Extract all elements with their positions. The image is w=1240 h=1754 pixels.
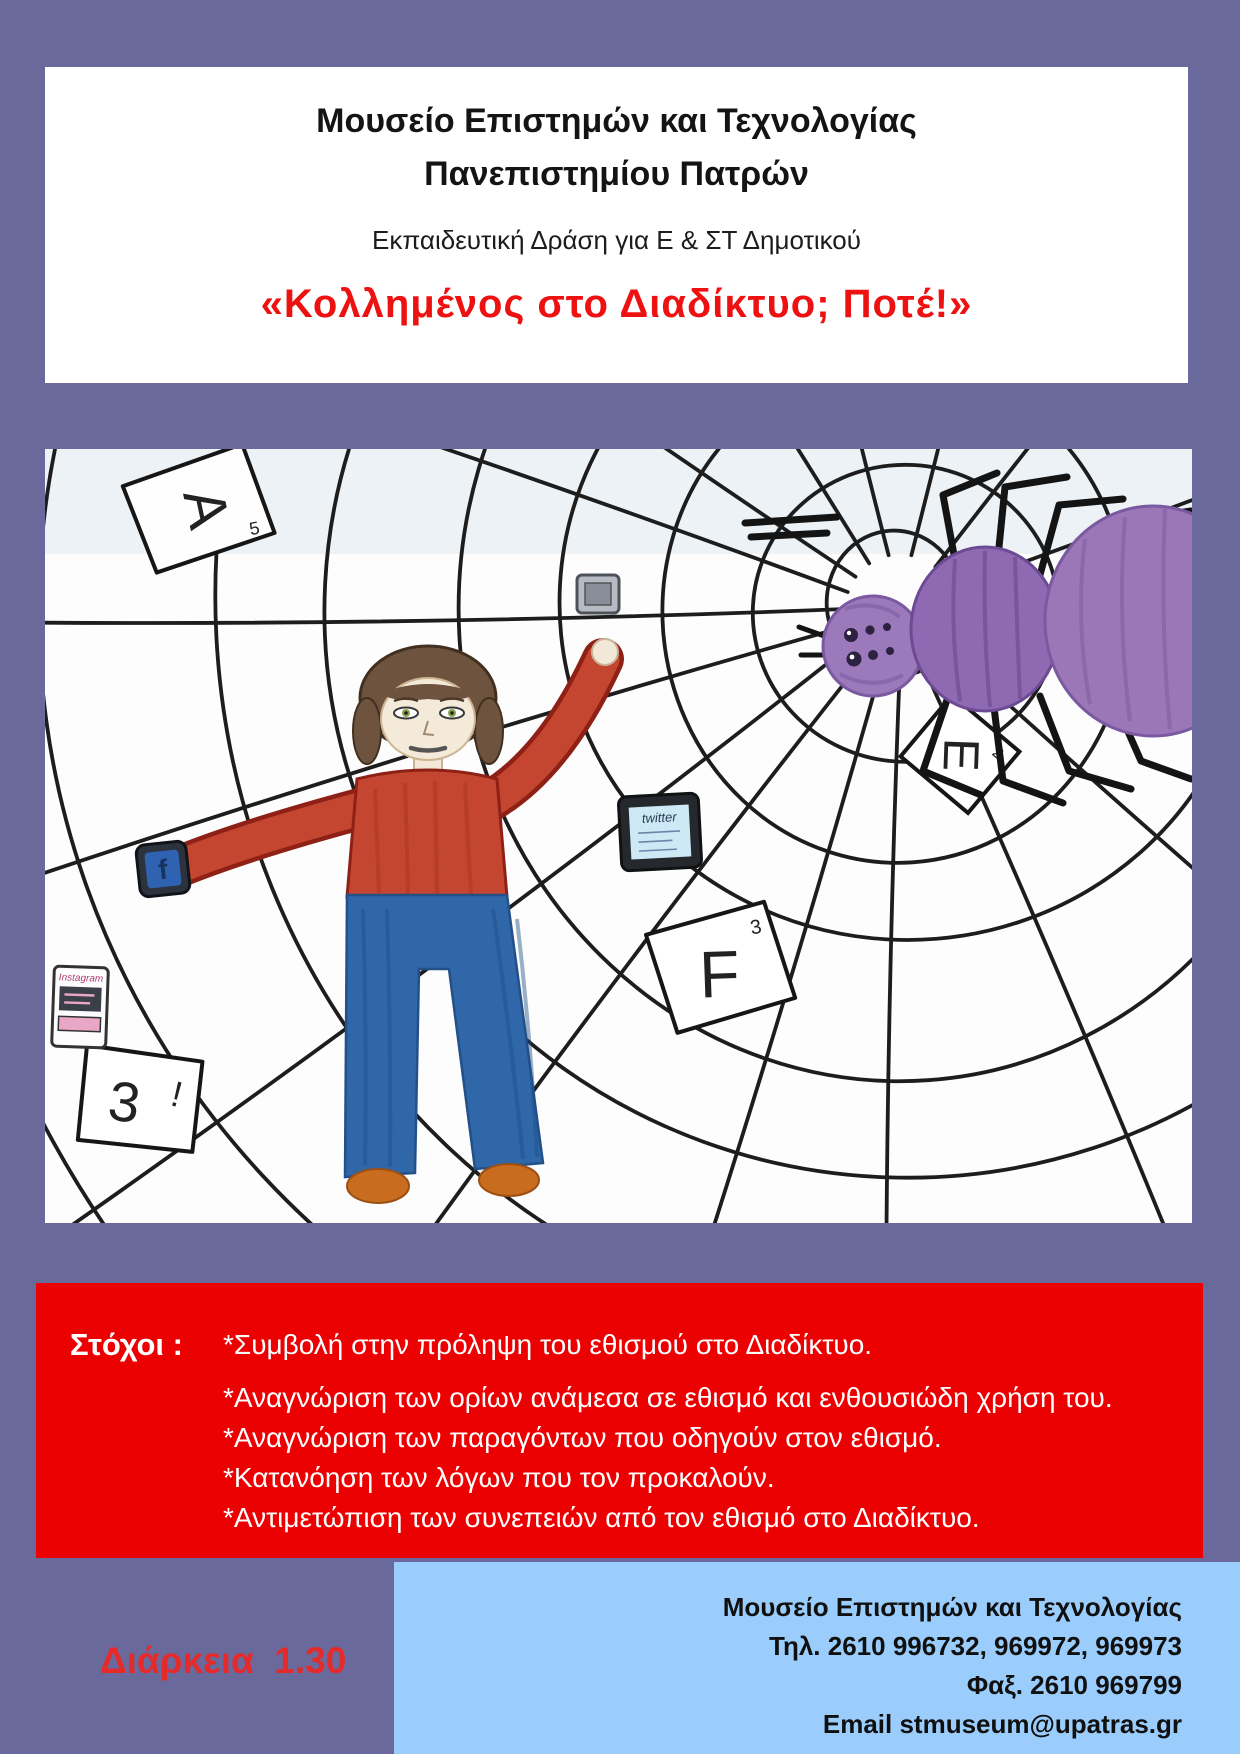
slogan-title: «Κολλημένος στο Διαδίκτυο; Ποτέ!» <box>260 282 973 326</box>
instagram-phone-icon <box>52 966 109 1048</box>
svg-text:A: A <box>170 482 242 535</box>
goal-item: *Συμβολή στην πρόληψη του εθισμού στο Διαδίκτυο. <box>223 1329 873 1360</box>
goal-item: *Κατανόηση των λόγων που τον προκαλούν. <box>223 1462 775 1493</box>
svg-text:f: f <box>156 853 170 886</box>
museum-title-line1: Μουσείο Επιστημών και Τεχνολογίας <box>316 102 917 140</box>
contact-fax: Φαξ. 2610 969799 <box>966 1670 1182 1700</box>
goals-list <box>223 1325 1113 1538</box>
artwork-image <box>45 449 1192 1223</box>
svg-text:5: 5 <box>247 517 262 540</box>
action-subtitle: Εκπαιδευτική Δράση για Ε & ΣΤ Δημοτικού <box>372 225 861 255</box>
svg-text:Instagram: Instagram <box>58 972 104 985</box>
museum-title-line2: Πανεπιστημίου Πατρών <box>424 155 809 193</box>
svg-text:F: F <box>697 936 741 1012</box>
goal-item: *Αναγνώριση των ορίων ανάμεσα σε εθισμό και ενθουσιώδη χρήση του. <box>223 1382 1113 1413</box>
goal-item: *Αντιμετώπιση των συνεπειών από τον εθισμό στο Διαδίκτυο. <box>223 1502 980 1533</box>
svg-text:E: E <box>932 737 990 773</box>
contact-email: Email stmuseum@upatras.gr <box>822 1709 1182 1739</box>
contact-box <box>394 1562 1240 1754</box>
header-card <box>45 67 1188 383</box>
contact-museum: Μουσείο Επιστημών και Τεχνολογίας <box>722 1592 1182 1622</box>
svg-text:twitter: twitter <box>641 809 677 826</box>
duration-text: Διάρκεια 1.30 <box>100 1640 347 1681</box>
goals-label: Στόχοι : <box>70 1327 183 1362</box>
facebook-device-icon <box>135 841 190 898</box>
contact-phone: Τηλ. 2610 996732, 969972, 969973 <box>769 1631 1182 1661</box>
twitter-tablet-icon <box>618 793 702 871</box>
svg-text:!: ! <box>167 1072 187 1116</box>
grey-device-icon <box>577 575 619 613</box>
svg-text:3: 3 <box>104 1068 145 1136</box>
spider-web-drawing <box>45 449 1192 1223</box>
goals-box <box>36 1283 1203 1558</box>
goal-item: *Αναγνώριση των παραγόντων που οδηγούν στον εθισμό. <box>223 1422 942 1453</box>
svg-text:2: 2 <box>988 744 1007 763</box>
svg-text:3: 3 <box>748 915 764 940</box>
